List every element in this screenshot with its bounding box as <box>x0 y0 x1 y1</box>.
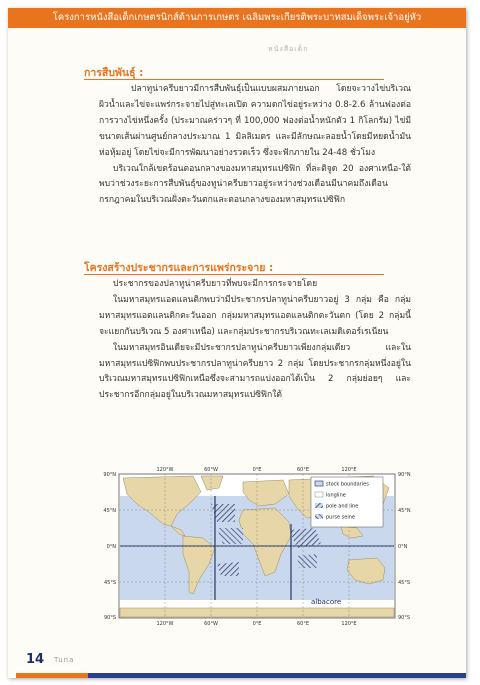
top-longitude-labels <box>157 467 357 473</box>
legend-swatch-longline <box>315 492 323 497</box>
heading-underline <box>84 79 384 80</box>
legend-label: longline <box>326 492 346 499</box>
right-latitude-labels <box>398 472 411 621</box>
paragraph: บริเวณใกล้เขตร้อนตอนกลางของมหาสมุทรแปซิฟิก ที่ละติจูด 20 องศาเหนือ-ใต้ พบว่าช่วงระยะการสืบพันธุ์ของทูน่าครีบยาวอยู่ระหว่างช่วงเดือนมีนาคมถึงเดือนกรกฎาคมในบริเวณฝั่งตะวันตกและตอนกลางของมหาสมุทรแปซิฟิก <box>99 163 411 206</box>
lon-label: 120°W <box>156 467 174 473</box>
lon-label: 0°E <box>252 467 262 473</box>
lat-label: 90°N <box>103 472 116 478</box>
lon-label: 0°E <box>252 621 262 627</box>
page-number: 14 <box>26 652 45 667</box>
running-title: Tuna <box>54 656 75 664</box>
lat-label: 90°S <box>398 615 411 621</box>
lat-label: 90°N <box>398 472 411 478</box>
lon-label: 60°W <box>204 621 218 627</box>
legend-swatch-purse-seine <box>315 514 323 519</box>
map-legend <box>311 477 383 527</box>
lon-label: 120°E <box>341 621 357 627</box>
legend-label: purse seine <box>326 514 355 521</box>
lon-label: 120°W <box>156 621 174 627</box>
paragraph: ในมหาสมุทรอินเดียจะมีประชากรปลาทูน่าครีบยาวเพียงกลุ่มเดียว และในมหาสมุทรแปซิฟิกพบประชากรปลาทูน่าครีบยาว 2 กลุ่ม โดยประชากรกลุ่มหนึ่งอยู่ในบริเวณมหาสมุทรแปซิฟิกเหนือซึ่งจะสามารถแบ่งออกได้เป็น 2 กลุ่มย่อยๆ และประชากรอีกกลุ่มอยู่ในบริเวณมหาสมุทรแปซิฟิกใต้ <box>99 342 411 401</box>
heading-underline <box>84 274 384 275</box>
paragraph: ปลาทูน่าครีบยาวมีการสืบพันธุ์เป็นแบบผสมภายนอก โดยจะวางไข่บริเวณผิวน้ำและไข่จะแพร่กระจายไปสู่ทะเลเปิด ความดกไข่อยู่ระหว่าง 0.8-2.6 ล้านฟองต่อการวางไข่หนึ่งครั้ง (ประมาณคร่าวๆ ที่ 100,000 ฟองต่อน้ำหนักตัว 1 กิโลกรัม) ไข่มีขนาดเส้นผ่านศูนย์กลางประมาณ 1 มิลลิเมตร และมีลักษณะลอยน้ำโดยมีหยดน้ำมันห่อหุ้มอยู่ โดยไข่จะมีการพัฒนาอย่างรวดเร็ว ซึ่งจะฟักภายใน 24-48 ชั่วโมง <box>99 84 411 158</box>
lat-label: 45°N <box>398 508 411 514</box>
section-body-reproduction <box>99 82 411 209</box>
lat-label: 45°N <box>103 508 116 514</box>
lon-label: 60°E <box>296 467 310 473</box>
section-body-population <box>99 277 411 404</box>
page-header: โครงการหนังสือเด็กเกษตรนิกส์ด้านการเกษตร เฉลิมพระเกียรติพระบาทสมเด็จพระเจ้าอยู่หัว <box>8 8 466 28</box>
section-heading-population: โครงสร้างประชากรและการแพร่กระจาย : <box>84 262 274 274</box>
faint-watermark-text: หนังสือเด็ก <box>268 45 309 53</box>
lon-label: 120°E <box>341 467 357 473</box>
albacore-distribution-map <box>93 464 421 628</box>
paragraph: ประชากรของปลาทูน่าครีบยาวที่พบจะมีการกระจายโดย <box>113 279 318 289</box>
left-latitude-labels <box>103 472 116 621</box>
legend-swatch-stock <box>315 481 323 486</box>
lat-label: 45°S <box>103 580 116 586</box>
lat-label: 0°N <box>106 544 116 550</box>
footer-bar-accent <box>16 673 88 678</box>
document-page <box>8 8 466 678</box>
section-heading-reproduction: การสืบพันธุ์ : <box>84 67 144 79</box>
bottom-longitude-labels <box>157 621 357 627</box>
species-label: albacore <box>311 598 342 606</box>
legend-label: pole and line <box>326 503 359 510</box>
lon-label: 60°E <box>296 621 310 627</box>
legend-swatch-pole-line <box>315 503 323 508</box>
lat-label: 90°S <box>103 615 116 621</box>
lon-label: 60°W <box>204 467 218 473</box>
legend-label: stock boundaries <box>326 481 369 488</box>
paragraph: ในมหาสมุทรแอตแลนติกพบว่ามีประชากรปลาทูน่าครีบยาวอยู่ 3 กลุ่ม คือ กลุ่มมหาสมุทรแอตแลนติกตะวันออก กลุ่มมหาสมุทรแอตแลนติกตะวันตก (โดย 2 กลุ่มนี้จะแยกกันบริเวณ 5 องศาเหนือ) และกลุ่มประชากรบริเวณทะเลเมดิเตอร์เรเนียน <box>99 294 411 337</box>
lat-label: 45°S <box>398 580 411 586</box>
lat-label: 0°N <box>398 544 408 550</box>
